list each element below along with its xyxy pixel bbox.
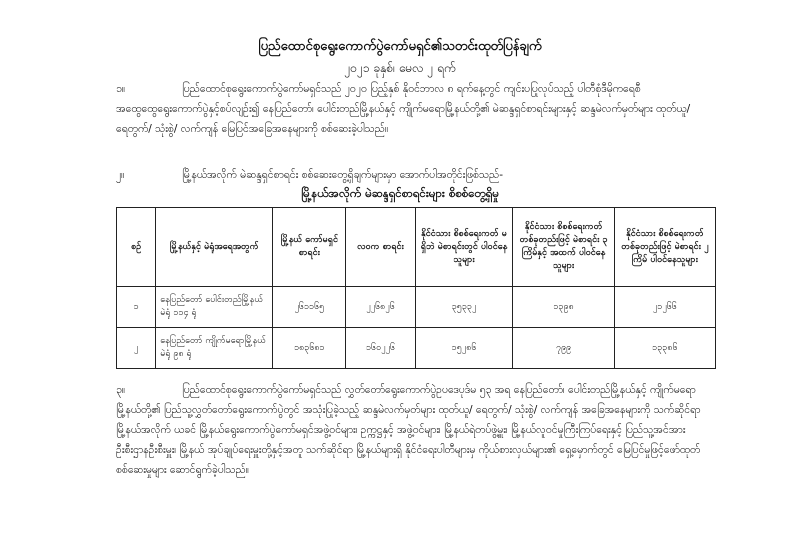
paragraph-number: ၃။ bbox=[116, 384, 126, 396]
paragraph-2 bbox=[116, 165, 716, 185]
col-header-card-2x: နိုင်ငံသား စိစစ်ရေးကတ် တစ်ခုတည်းဖြင့် မဲစာရင်း ၂ ကြိမ် ပါဝင်နေသူများ bbox=[614, 208, 715, 287]
document-title: ပြည်ထောင်စုရွေးကောက်ပွဲကော်မရှင်၏သတင်းထုတ်ပြန်ချက် bbox=[258, 39, 542, 54]
table-row bbox=[117, 287, 716, 328]
cell-no-card: ၁၅၂၈၆ bbox=[415, 328, 513, 369]
cell-township: နေပြည်တော် ကျိုက်မရောမြို့နယ် မဲရုံ ၉၈ ရုံ bbox=[156, 328, 273, 369]
col-header-no: စဉ် bbox=[117, 208, 156, 287]
col-header-card-3x: နိုင်ငံသား စိစစ်ရေးကတ် တစ်ခုတည်းဖြင့် မဲစာရင်း ၃ ကြိမ်နှင့် အထက် ပါဝင်နေသူများ bbox=[513, 208, 614, 287]
cell-township: နေပြည်တော် ပေါင်းတည်မြို့နယ် မဲရုံ ၁၁၄ ရုံ bbox=[156, 287, 273, 328]
voter-list-table bbox=[116, 207, 716, 369]
cell-card-3x: ၇၉၉ bbox=[513, 328, 614, 369]
col-header-no-card: နိုင်ငံသား စိစစ်ရေးကတ် မရှိဘဲ မဲစာရင်းတွင် ပါဝင်နေသူများ bbox=[415, 208, 513, 287]
cell-no: ၁ bbox=[117, 287, 156, 328]
table-row bbox=[117, 328, 716, 369]
cell-card-2x: ၂၁၂၆၆ bbox=[614, 287, 715, 328]
col-header-township: မြို့နယ်နှင့် မဲရုံအရေအတွက် bbox=[156, 208, 273, 287]
paragraph-text: ပြည်ထောင်စုရွေးကောက်ပွဲကော်မရှင်သည် ၂၀၂၀ ပြည့်နှစ် နိုဝင်ဘာလ ၈ ရက်နေ့တွင် ကျင်းပပြုလုပ်သည့် ပါတီစုံဒီမိုကရေစီအထွေထွေရွေးကောက်ပွဲနှင့်စပ်လျဉ်း၍ နေပြည်တော်၊ ပေါင်းတည်မြို့နယ်နှင့် ကျိုက်မရောမြို့နယ်တို့၏ မဲဆန္ဒရှင်စာရင်းများနှင့် ဆန္ဒမဲလက်မှတ်များ ထုတ်ယူ/ ရေတွက်/ သုံးစွဲ/ လက်ကျန် မြေပြင်အခြေအနေများကို စစ်ဆေးခဲ့ပါသည်။ bbox=[116, 83, 691, 135]
col-header-commission-list: မြို့နယ် ကော်မရှင် စာရင်း bbox=[273, 208, 346, 287]
paragraph-number: ၂။ bbox=[116, 169, 125, 181]
paragraph-1 bbox=[116, 79, 716, 139]
cell-no-card: ၃၅၃၃၂ bbox=[415, 287, 513, 328]
cell-commission: ၁၈၃၆၈၁ bbox=[273, 328, 346, 369]
paragraph-text: ပြည်ထောင်စုရွေးကောက်ပွဲကော်မရှင်သည် လွှတ်တော်ရွေးကောက်ပွဲဥပဒေပုဒ်မ ၅၃ အရ နေပြည်တော်၊ ပေါင်းတည်မြို့နယ်နှင့် ကျိုက်မရောမြို့နယ်တို့၏ ပြည်သူ့လွှတ်တော်ရွေးကောက်ပွဲတွင် အသုံးပြုခဲ့သည့် ဆန္ဒမဲလက်မှတ်များ ထုတ်ယူ/ ရေတွက်/ သုံးစွဲ/ လက်ကျန် အခြေအနေများကို သက်ဆိုင်ရာမြို့နယ်အလိုက် ယခင် မြို့နယ်ရွေးကောက်ပွဲကော်မရှင်အဖွဲ့ဝင်များ၊ ဥက္ကဋ္ဌနှင့် အဖွဲ့ဝင်များ၊ မြို့နယ်ရဲတပ်ဖွဲ့မှူး၊ မြို့နယ်လူဝင်မှုကြီးကြပ်ရေးနှင့် ပြည်သူ့အင်အားဦးစီးဌာနဦးစီးမှူး၊ မြို့နယ် အုပ်ချုပ်ရေးမှူးတို့နှင့်အတူ သက်ဆိုင်ရာ မြို့နယ်များရှိ နိုင်ငံရေးပါတီများမှ ကိုယ်စားလှယ်များ၏ ရှေ့မှောက်တွင် မြေပြင်မှုဖြင့်ဖော်ထုတ်စစ်ဆေးမှုများ ဆောင်ရွက်ခဲ့ပါသည်။ bbox=[116, 384, 701, 476]
paragraph-text: မြို့နယ်အလိုက် မဲဆန္ဒရှင်စာရင်း စစ်ဆေးတွေ့ရှိချက်များမှာ အောက်ပါအတိုင်းဖြစ်သည်- bbox=[182, 169, 504, 181]
cell-no: ၂ bbox=[117, 328, 156, 369]
paragraph-number: ၁။ bbox=[116, 83, 126, 95]
cell-card-3x: ၁၃၉၈ bbox=[513, 287, 614, 328]
cell-immigration: ၂၂၆၈၂၆ bbox=[346, 287, 415, 328]
table-title: မြို့နယ်အလိုက် မဲဆန္ဒရှင်စာရင်းများ စိစစ်တွေ့ရှိမှု bbox=[301, 186, 499, 200]
document-date: ၂၀၂၁ ခုနှစ်၊ မေလ ၂ ရက် bbox=[344, 61, 456, 75]
table-header-row bbox=[117, 208, 716, 287]
cell-card-2x: ၁၃၃၈၆ bbox=[614, 328, 715, 369]
cell-commission: ၂၆၁၁၆၅ bbox=[273, 287, 346, 328]
col-header-immigration-list: လဝက စာရင်း bbox=[346, 208, 415, 287]
paragraph-3 bbox=[116, 380, 716, 480]
cell-immigration: ၁၆၀၂၂၆ bbox=[346, 328, 415, 369]
